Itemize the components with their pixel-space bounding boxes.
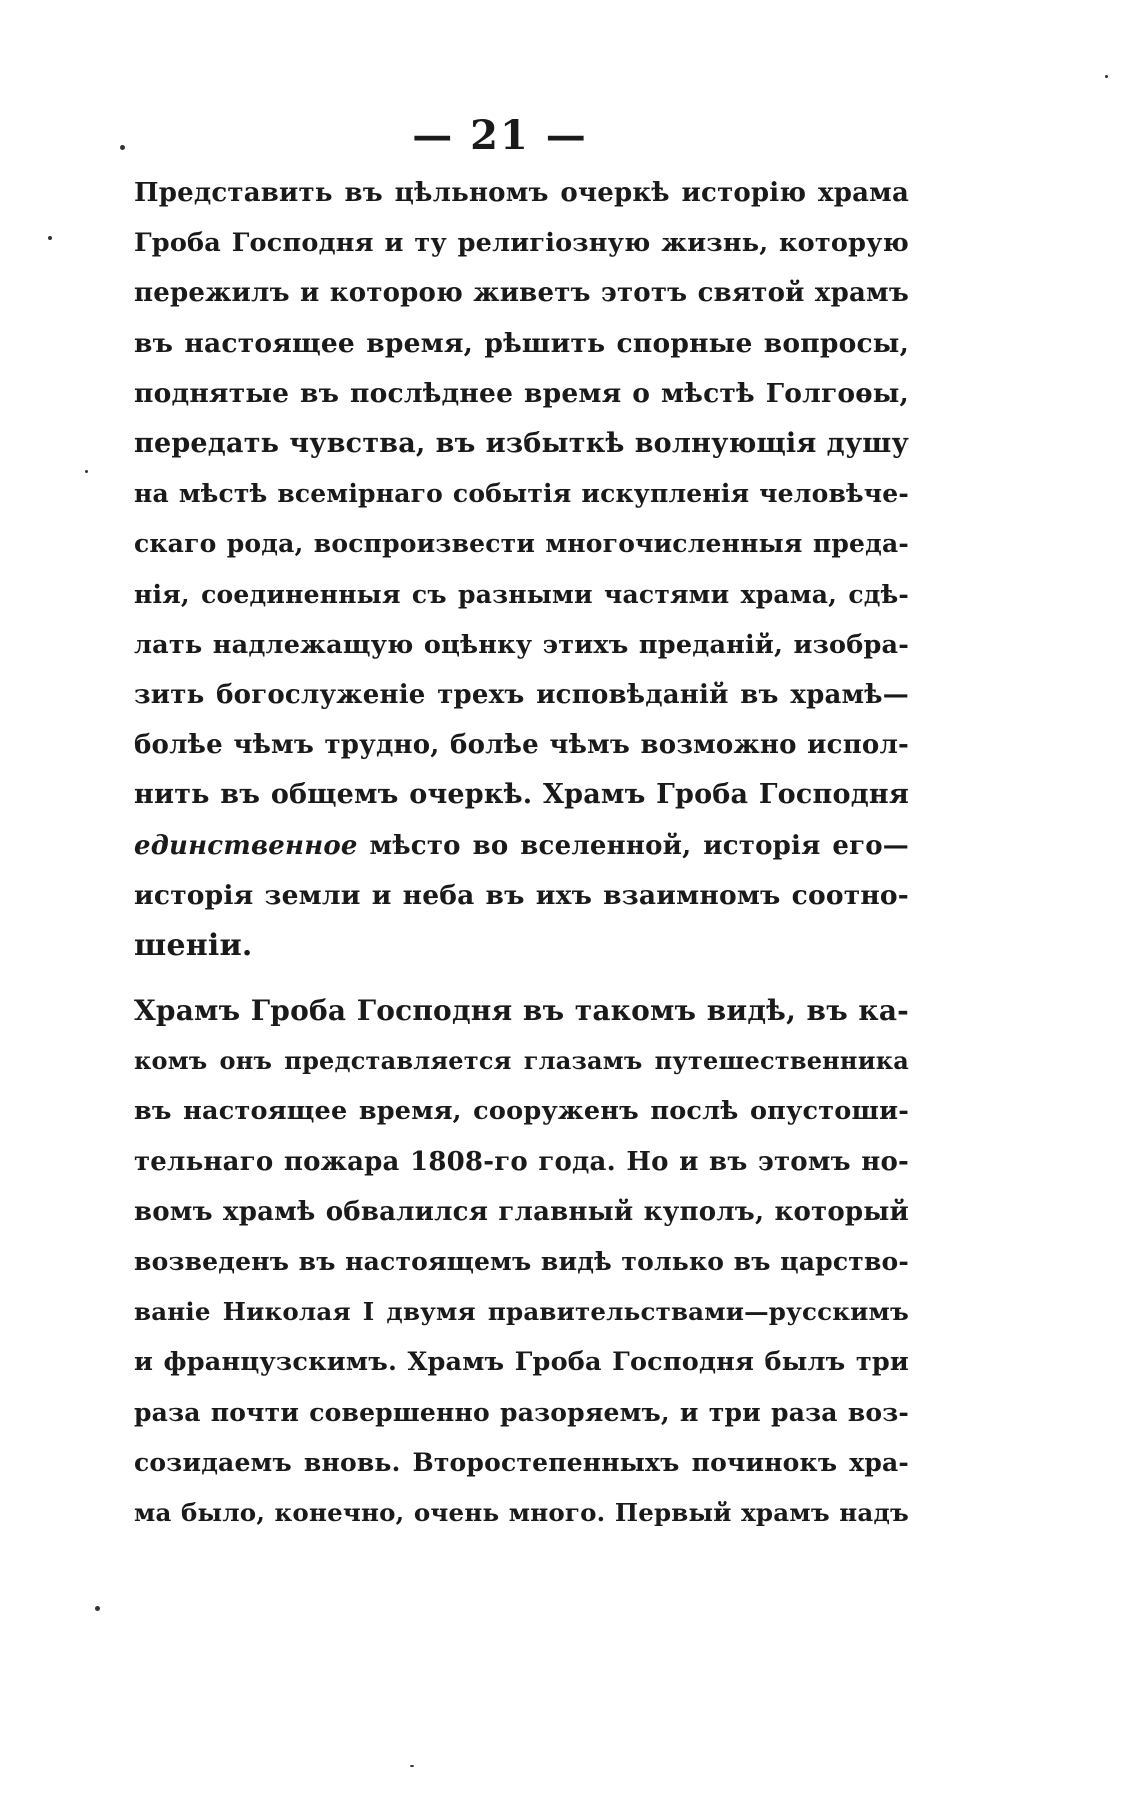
print-speck xyxy=(410,1765,414,1767)
text-line: передать чувства, въ избыткѣ волнующія душу xyxy=(134,428,909,460)
text-line: ваніе Николая I двумя правительствами—русскимъ xyxy=(134,1297,909,1327)
text-line: нить въ общемъ очеркѣ. Храмъ Гроба Господня xyxy=(134,779,909,811)
text-line: вомъ храмѣ обвалился главный куполъ, который xyxy=(134,1196,909,1227)
text-line: раза почти совершенно разоряемъ, и три раза воз- xyxy=(134,1397,909,1427)
text-line: болѣе чѣмъ трудно, болѣе чѣмъ возможно испол- xyxy=(134,730,909,761)
text-line: Храмъ Гроба Господня въ такомъ видѣ, въ ка- xyxy=(134,994,909,1027)
text-line: Гроба Господня и ту религіозную жизнь, которую xyxy=(134,228,909,259)
text-line: скаго рода, воспроизвести многочисленныя преда- xyxy=(134,529,909,559)
text-line: комъ онъ представляется глазамъ путешественника xyxy=(134,1046,909,1076)
text-line: лать надлежащую оцѣнку этихъ преданій, изобра- xyxy=(134,629,909,660)
paragraph-1 xyxy=(134,168,909,971)
print-speck xyxy=(85,470,88,473)
text-line: зить богослуженіе трехъ исповѣданій въ храмѣ— xyxy=(134,680,909,711)
paragraph-2 xyxy=(134,986,909,1538)
print-speck xyxy=(48,236,52,240)
print-speck xyxy=(95,1606,100,1611)
italic-word: единственное xyxy=(134,830,358,861)
text-line: поднятые въ послѣднее время о мѣстѣ Голгоѳы, xyxy=(134,377,909,409)
print-speck xyxy=(120,145,125,150)
text-line: въ настоящее время, сооруженъ послѣ опустоши- xyxy=(134,1096,909,1127)
text-line: нія, соединенныя съ разными частями храма, сдѣ- xyxy=(134,579,909,609)
text-line: созидаемъ вновь. Второстепенныхъ починокъ хра- xyxy=(134,1447,909,1477)
text-line: и французскимъ. Храмъ Гроба Господня былъ три xyxy=(134,1347,909,1378)
text-fragment: мѣсто во вселенной, исторія его— xyxy=(357,830,909,861)
text-line-with-italic xyxy=(134,821,909,871)
text-line: Представить въ цѣльномъ очеркѣ исторію храма xyxy=(134,178,909,208)
text-line: исторія земли и неба въ ихъ взаимномъ соотно- xyxy=(134,879,909,911)
text-line: шеніи. xyxy=(134,928,253,964)
text-line: на мѣстѣ всемірнаго событія искупленія человѣче- xyxy=(134,479,909,509)
text-line: возведенъ въ настоящемъ видѣ только въ царство- xyxy=(134,1247,909,1277)
text-line: ма было, конечно, очень много. Первый храмъ надъ xyxy=(134,1498,909,1528)
text-line: тельнаго пожара 1808-го года. Но и въ этомъ но- xyxy=(134,1146,909,1177)
text-line: пережилъ и которою живетъ этотъ святой храмъ xyxy=(134,278,909,309)
text-line: въ настоящее время, рѣшить спорные вопросы, xyxy=(134,327,909,359)
page-number: — 21 — xyxy=(412,112,588,159)
print-speck xyxy=(1105,75,1108,78)
